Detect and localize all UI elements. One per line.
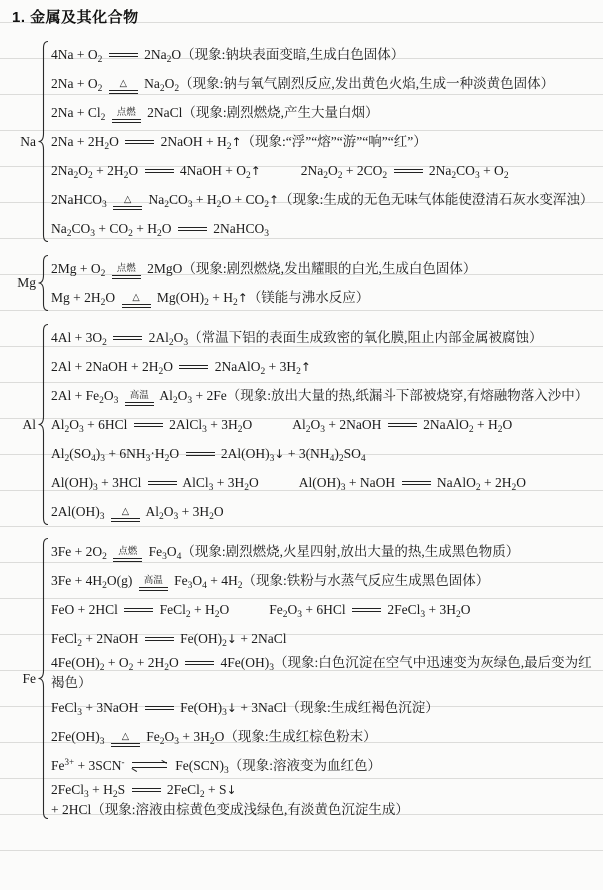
equation-row: [51, 537, 597, 566]
double-equals: [186, 452, 215, 456]
chemical-equation: $Fe_2O_3 + 6HCl$ 2FeCl$_3$ + $3H_2O$: [269, 601, 471, 620]
double-bar: [132, 788, 161, 792]
equation-row: [51, 653, 597, 693]
gas-precipitate-arrow: ↑: [269, 192, 280, 207]
metal-group-al: [12, 323, 597, 526]
double-bar: [185, 661, 214, 665]
reaction-condition-equals: [111, 732, 140, 747]
equation-row: [51, 381, 597, 410]
reaction-condition-equals: [122, 293, 151, 308]
curly-brace: [37, 323, 49, 526]
double-bar: [394, 169, 423, 173]
equation-row: [51, 185, 597, 214]
equation-row: [51, 595, 597, 624]
metal-group-fe: [12, 537, 597, 820]
reaction-condition-equals: [139, 576, 168, 591]
equation-row: [51, 566, 597, 595]
equation-list: [49, 40, 597, 243]
double-bar: [178, 227, 207, 231]
double-bar: [402, 481, 431, 485]
double-equals: [132, 788, 161, 792]
reaction-condition-equals: [113, 547, 142, 562]
double-bar: [124, 608, 153, 612]
chemical-equation: $2Na_2O_2 + 2H_2O$ 4NaOH + $O_2↑$: [51, 162, 261, 181]
chemical-equation: $2Mg + O_2$ 点燃 2MgO（现象:剧烈燃烧,发出耀眼的白光,生成白色固体）: [51, 260, 477, 279]
equation-row: [51, 693, 597, 722]
equation-row: [51, 410, 597, 439]
equation-row: [51, 156, 597, 185]
double-equals: [125, 140, 154, 144]
double-bar: [122, 304, 151, 308]
group-label: Mg: [17, 275, 36, 290]
page-title: 1. 金属及其化合物: [12, 9, 139, 26]
group-label: Na: [20, 133, 36, 149]
double-bar: [113, 558, 142, 562]
double-equals: [179, 365, 208, 369]
double-bar: [388, 423, 417, 427]
condition-label: △: [119, 78, 127, 89]
double-equals: [145, 706, 174, 710]
equation-list: [49, 254, 597, 312]
chemical-equation: $3Fe + 4H_2O(g)$ 高温 $Fe_3O_4 + 4H_2$（现象:铁粉与水蒸气反应生成黑色固体）: [51, 572, 490, 591]
equation-row: [51, 780, 597, 820]
double-equals: [145, 637, 174, 641]
equation-row: [51, 127, 597, 156]
chemical-equation: $2Na + Cl_2$ 点燃 2NaCl（现象:剧烈燃烧,产生大量白烟）: [51, 104, 379, 123]
groups: [12, 40, 597, 820]
chemical-equation: $Al_2(SO_4)_3 + 6NH_3\cdot H_2O$ $2Al(OH)_3↓ + 3(NH_4)_2SO_4$: [51, 445, 366, 464]
group-label: Fe: [22, 670, 36, 686]
condition-label: 点燃: [116, 263, 136, 274]
condition-label: △: [121, 506, 130, 517]
equation-row: [51, 254, 597, 283]
curly-brace: [37, 40, 49, 243]
double-bar: [145, 706, 174, 710]
chemical-equation: $4Al + 3O_2$ $2Al_2O_3$（常温下铝的表面生成致密的氧化膜,阻止内部金属被腐蚀）: [51, 329, 543, 348]
double-equals: [113, 336, 142, 340]
double-bar: [145, 637, 174, 641]
double-bar: [113, 206, 142, 210]
metal-group-mg: [12, 254, 597, 312]
reaction-condition-equals: [112, 264, 141, 279]
gas-precipitate-arrow: ↑: [300, 359, 311, 374]
double-bar: [113, 336, 142, 340]
chemical-equation: 2FeCl$_3$ + $H_2S$ 2FeCl$_2$ + S↓ + 2HCl（现象:溶液由棕黄色变成浅绿色,有淡黄色沉淀生成）: [51, 782, 409, 817]
chemical-equation: $Al(OH)_3$ + NaOH NaAlO$_2$ + $2H_2O$: [298, 474, 526, 493]
condition-label: 点燃: [118, 546, 138, 557]
double-equals: [402, 481, 431, 485]
chemical-equation: 2NaHCO$_3$ △ $Na_2CO_3 + H_2O$ + $CO_2↑$（现象:生成的无色无味气体能使澄清石灰水变浑浊）: [51, 191, 594, 210]
equilibrium-arrow-icon: [131, 759, 169, 771]
chemical-equation: $Mg + 2H_2O$ △ $Mg(OH)_2$ + $H_2↑$（镁能与沸水反应）: [51, 289, 370, 308]
chemical-equation: FeCl$_3$ + 3NaOH $Fe(OH)_3↓$ + 3NaCl（现象:生成红褐色沉淀）: [51, 699, 439, 718]
condition-label: △: [121, 731, 130, 742]
equation-row: [51, 468, 597, 497]
equation-row: [51, 69, 597, 98]
chemical-equation: $2Fe(OH)_3$ △ $Fe_2O_3 + 3H_2O$（现象:生成红棕色粉末）: [51, 728, 377, 747]
curly-brace: [37, 254, 49, 312]
group-label: Al: [22, 416, 36, 432]
equation-row: [51, 40, 597, 69]
chemical-equation: FeO + 2HCl FeCl$_2$ + $H_2O$: [51, 601, 230, 620]
equation-row: [51, 98, 597, 127]
condition-label: 高温: [129, 390, 149, 401]
double-bar: [352, 608, 381, 612]
chemical-equation: $3Fe + 2O_2$ 点燃 $Fe_3O_4$（现象:剧烈燃烧,火星四射,放出大量的热,生成黑色物质）: [51, 543, 520, 562]
condition-label: 点燃: [116, 107, 136, 118]
reaction-condition-equals: [112, 108, 141, 123]
metal-group-na: [12, 40, 597, 243]
double-bar: [148, 481, 177, 485]
equation-row: [51, 323, 597, 352]
condition-label: △: [123, 194, 132, 205]
equation-row: [51, 214, 597, 243]
double-equals: [178, 227, 207, 231]
double-bar: [139, 587, 168, 591]
chemical-equation: $2Na + 2H_2O$ 2NaOH + $H_2↑$（现象:“浮”“熔”“游”“响”“红”）: [51, 133, 427, 152]
double-equals: [124, 608, 153, 612]
gas-precipitate-arrow: ↓: [274, 446, 285, 461]
chemical-equation: $2Na_2O_2 + 2CO_2$ $2Na_2CO_3 + O_2$: [300, 162, 509, 181]
chemical-equation: $2Al(OH)_3$ △ $Al_2O_3 + 3H_2O$: [51, 503, 224, 522]
gas-precipitate-arrow: ↑: [237, 290, 248, 305]
double-bar: [125, 402, 154, 406]
reaction-condition-equals: [109, 79, 138, 94]
gas-precipitate-arrow: ↓: [226, 631, 237, 646]
double-bar: [111, 743, 140, 747]
double-equals: [109, 53, 138, 57]
equation-row: [51, 352, 597, 381]
reaction-condition-equals: [125, 391, 154, 406]
gas-precipitate-arrow: ↓: [226, 700, 237, 715]
chemical-equation: $4Fe(OH)_2 + O_2 + 2H_2O$ $4Fe(OH)_3$（现象:白色沉淀在空气中迅速变为灰绿色,最后变为红褐色）: [51, 655, 592, 690]
double-equals: [352, 608, 381, 612]
chemical-equation: $Al_2O_3 + 6HCl$ 2AlCl$_3$ + $3H_2O$: [51, 416, 253, 435]
double-bar: [125, 140, 154, 144]
double-bar: [112, 119, 141, 123]
equation-row: [51, 751, 597, 780]
reaction-condition-equals: [111, 507, 140, 522]
chemical-equation: $4Na + O_2$ $2Na_2O$（现象:钠块表面变暗,生成白色固体）: [51, 46, 405, 65]
double-bar: [134, 423, 163, 427]
double-bar: [111, 518, 140, 522]
equation-list: [49, 323, 597, 526]
equation-row: [51, 439, 597, 468]
chemical-equation: $2Na + O_2$ △ $Na_2O_2$（现象:钠与氧气剧烈反应,发出黄色火焰,生成一种淡黄色固体）: [51, 75, 555, 94]
gas-precipitate-arrow: ↓: [226, 783, 237, 797]
equation-row: [51, 283, 597, 312]
equation-list: [49, 537, 597, 820]
equation-row: [51, 624, 597, 653]
chemical-equation: $Fe^{3+} + 3SCN^-$ $Fe(SCN)_3$（现象:溶液变为血红色）: [51, 756, 381, 776]
chemical-equation: $2Al + Fe_2O_3$ 高温 $Al_2O_3 + 2Fe$（现象:放出大量的热,纸漏斗下部被烧穿,有熔融物落入沙中）: [51, 387, 589, 406]
double-equals: [185, 661, 214, 665]
condition-label: △: [132, 292, 140, 303]
curly-brace: [37, 537, 49, 820]
equation-row: [51, 497, 597, 526]
double-bar: [109, 90, 138, 94]
chemical-equation: FeCl$_2$ + 2NaOH $Fe(OH)_2↓$ + 2NaCl: [51, 630, 287, 649]
chemical-equation: $Na_2CO_3 + CO_2 + H_2O$ 2NaHCO$_3$: [51, 220, 270, 239]
chemical-equation: 2Al + 2NaOH + $2H_2O$ 2NaAlO$_2$ + $3H_2↑$: [51, 358, 311, 377]
double-bar: [145, 169, 174, 173]
reaction-condition-equals: [113, 195, 142, 210]
gas-precipitate-arrow: ↑: [231, 134, 242, 149]
gas-precipitate-arrow: ↑: [250, 163, 261, 178]
double-equals: [388, 423, 417, 427]
chemical-equation: $Al_2O_3$ + 2NaOH 2NaAlO$_2$ + $H_2O$: [292, 416, 513, 435]
chemical-equation: $Al(OH)_3 + 3HCl$ AlCl$_3$ + $3H_2O$: [51, 474, 259, 493]
double-bar: [179, 365, 208, 369]
double-equals: [148, 481, 177, 485]
double-equals: [134, 423, 163, 427]
double-bar: [186, 452, 215, 456]
double-bar: [109, 53, 138, 57]
condition-label: 高温: [143, 575, 163, 586]
double-equals: [145, 169, 174, 173]
double-equals: [394, 169, 423, 173]
equation-row: [51, 722, 597, 751]
double-bar: [112, 275, 141, 279]
